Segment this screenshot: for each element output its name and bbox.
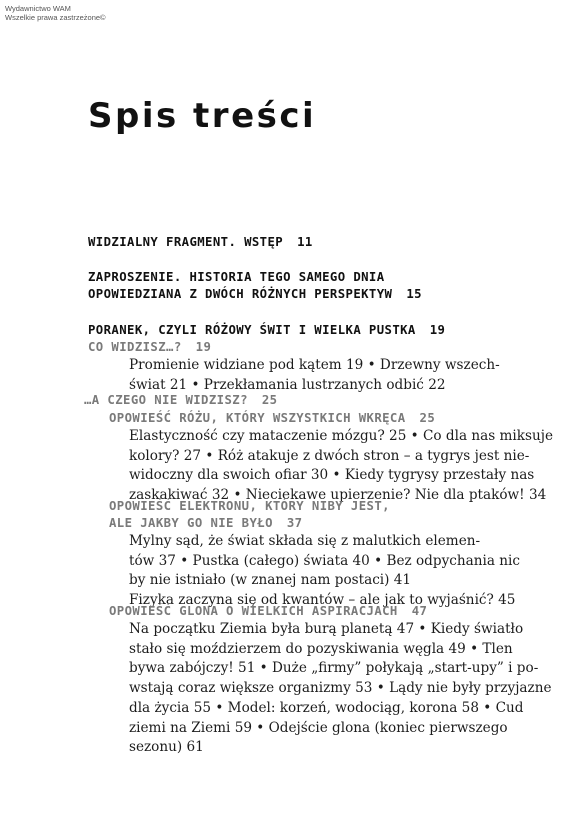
toc-body-line: świat 21 • Przekłamania lustrzanych odbić 22 <box>129 376 446 393</box>
toc-body-line: Fizyka zaczyna się od kwantów – ale jak to wyjaśnić? 45 <box>129 592 516 609</box>
toc-entry-page: 19 <box>195 340 212 354</box>
toc-entry-label: WIDZIALNY FRAGMENT. WSTĘP <box>88 235 284 249</box>
toc-entry-label-line2: ALE JAKBY GO NIE BYŁO <box>109 516 273 530</box>
toc-entry-invitation[interactable] <box>88 269 422 303</box>
toc-entry-page: 25 <box>419 411 436 425</box>
toc-body-line: sezonu) 61 <box>129 739 204 756</box>
toc-body-line: bywa zabójczy! 51 • Duże „firmy” połykają „start-upy” i po- <box>129 660 539 677</box>
toc-body-what-you-see <box>129 356 500 395</box>
toc-entry-page: 37 <box>286 516 303 530</box>
toc-entry-label: ZAPROSZENIE. HISTORIA TEGO SAMEGO DNIA <box>88 270 385 284</box>
toc-entry-label: …A CZEGO NIE WIDZISZ? <box>84 393 248 407</box>
toc-entry-page: 25 <box>261 393 278 407</box>
toc-body-line: kolory? 27 • Róż atakuje z dwóch stron – a tygrys jest nie- <box>129 447 530 464</box>
toc-entry-label: OPOWIEŚĆ ELEKTRONU, KTÓRY NIBY JEST, <box>109 499 390 513</box>
toc-body-line: dla życia 55 • Model: korzeń, wodociąg, korona 58 • Cud <box>129 699 524 716</box>
toc-entry-label: OPOWIEŚĆ RÓŻU, KTÓRY WSZYSTKICH WKRĘCA <box>109 411 406 425</box>
toc-body-line: Promienie widziane pod kątem 19 • Drzewny wszech- <box>129 357 500 373</box>
toc-subentry-pink-story[interactable] <box>109 410 435 427</box>
toc-body-algae-story <box>129 620 552 758</box>
toc-body-line: by nie istniało (w znanej nam postaci) 41 <box>129 572 412 589</box>
toc-entry-page: 19 <box>429 323 446 337</box>
toc-entry-label: PORANEK, CZYLI RÓŻOWY ŚWIT I WIELKA PUSTKA <box>88 323 416 337</box>
copyright-note: Wszelkie prawa zastrzeżone© <box>5 13 106 22</box>
toc-entry-page: 11 <box>297 235 313 249</box>
toc-subentry-what-you-dont-see[interactable] <box>84 392 277 409</box>
toc-body-line: Mylny sąd, że świat składa się z malutkich elemen- <box>129 533 481 549</box>
toc-body-pink-story <box>129 427 553 506</box>
toc-body-line: widoczny dla swoich ofiar 30 • Kiedy tygrysy przestały nas <box>129 467 535 484</box>
toc-body-line: tów 37 • Pustka (całego) świata 40 • Bez odpychania nic <box>129 552 520 569</box>
toc-body-line: ziemi na Ziemi 59 • Odejście glona (koniec pierwszego <box>129 719 508 736</box>
toc-body-line: wstają coraz większe organizmy 53 • Lądy nie były przyjazne <box>129 680 552 697</box>
publisher-name: Wydawnictwo WAM <box>5 4 71 13</box>
toc-body-line: Na początku Ziemia była burą planetą 47 • Kiedy światło <box>129 621 524 637</box>
toc-entry-label: OPOWIEŚĆ GLONA O WIELKICH ASPIRACJACH <box>109 604 398 618</box>
toc-entry-page: 47 <box>411 604 428 618</box>
toc-subentry-algae-story[interactable] <box>109 603 427 620</box>
toc-entry-intro[interactable] <box>88 234 313 251</box>
toc-body-line: zaskakiwać 32 • Nieciekawe upierzenie? Nie dla ptaków! 34 <box>129 487 547 504</box>
toc-body-line: Elastyczność czy mataczenie mózgu? 25 • Co dla nas miksuje <box>129 428 554 444</box>
toc-subentry-what-you-see[interactable] <box>88 339 211 356</box>
toc-entry-label: CO WIDZISZ…? <box>88 340 182 354</box>
toc-entry-page: 15 <box>406 287 422 301</box>
toc-entry-morning[interactable] <box>88 322 445 339</box>
page-title: Spis treści <box>88 96 317 136</box>
toc-body-line: stało się moździerzem do pozyskiwania węgla 49 • Tlen <box>129 640 513 657</box>
toc-subentry-electron-story[interactable] <box>109 498 390 532</box>
publisher-note <box>5 4 106 22</box>
toc-entry-label-line2: OPOWIEDZIANA Z DWÓCH RÓŻNYCH PERSPEKTYW <box>88 287 393 301</box>
toc-body-electron-story <box>129 532 520 611</box>
